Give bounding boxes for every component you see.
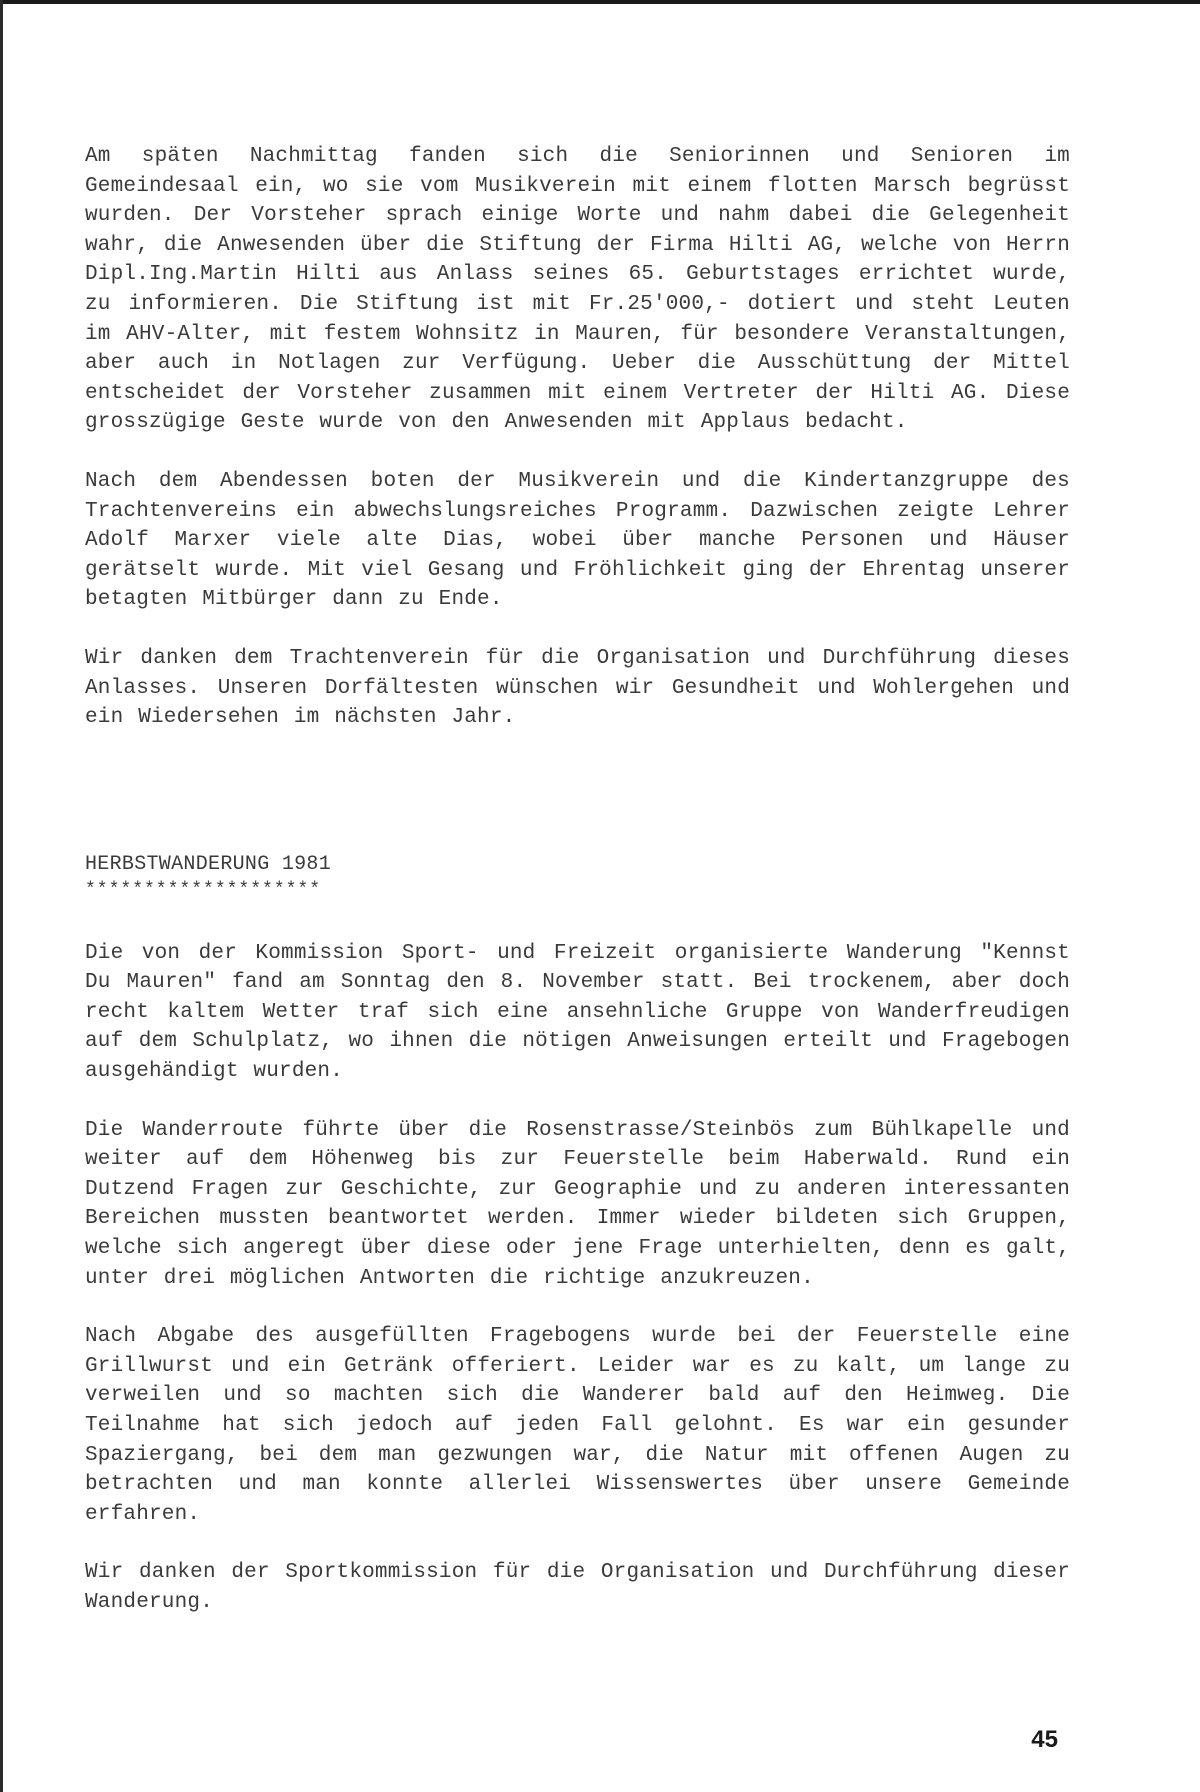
paragraph-wanderroute: Die Wanderroute führte über die Rosenstrasse/Steinbös zum Bühlkapelle und weiter auf dem Höhenweg bis zur Feuerstelle beim Haberwald. Rund ein Dutzend Fragen zur Geschichte, zur Geographie und zu anderen interessanten Bereichen mussten beantwortet werden. Immer wieder bildeten sich Gruppen, welche sich angeregt über diese oder jene Frage unterhielten, denn es galt, unter drei möglichen Antworten die richtige anzukreuzen. <box>85 1118 1070 1290</box>
top-page-edge <box>0 0 1200 4</box>
paragraph-seniorinnen-gemeindesaal: Am späten Nachmittag fanden sich die Seniorinnen und Senioren im Gemeindesaal ein, wo sie vom Musikverein mit einem flotten Marsch begrüsst wurden. Der Vorsteher sprach einige Worte und nahm dabei die Gelegenheit wahr, die Anwesenden über die Stiftung der Firma Hilti AG, welche von Herrn Dipl.Ing.Martin Hilti aus Anlass seines 65. Geburtstages errichtet wurde, zu informieren. Die Stiftung ist mit Fr.25'000,- dotiert und steht Leuten im AHV-Alter, mit festem Wohnsitz in Mauren, für besondere Veranstaltungen, aber auch in Notlagen zur Verfügung. Ueber die Ausschüttung der Mittel entscheidet der Vorsteher zusammen mit einem Vertreter der Hilti AG. Diese grosszügige Geste wurde von den Anwesenden mit Applaus bedacht. <box>85 145 1070 435</box>
page-content <box>85 142 1070 1618</box>
paragraph-grillwurst: Nach Abgabe des ausgefüllten Fragebogens wurde bei der Feuerstelle eine Grillwurst und ein Getränk offeriert. Leider war es zu kalt, um lange zu verweilen und so machten sich die Wanderer bald auf den Heimweg. Die Teilnahme hat sich jedoch auf jeden Fall gelohnt. Es war ein gesunder Spaziergang, bei dem man gezwungen war, die Natur mit offenen Augen zu betrachten und man konnte allerlei Wissenswertes über unsere Gemeinde erfahren. <box>85 1325 1070 1526</box>
paragraph-dank-sportkommission: Wir danken der Sportkommission für die Organisation und Durchführung dieser Wanderung. <box>85 1561 1070 1614</box>
paragraph-dank-trachtenverein: Wir danken dem Trachtenverein für die Organisation und Durchführung dieses Anlasses. Unseren Dorfältesten wünschen wir Gesundheit und Wohlergehen und ein Wiedersehen im nächsten Jahr. <box>85 646 1070 730</box>
left-page-edge <box>0 0 3 1792</box>
heading-underline: ******************** <box>85 879 322 900</box>
paragraph-wanderung-intro: Die von der Kommission Sport- und Freizeit organisierte Wanderung "Kennst Du Mauren" fand am Sonntag den 8. November statt. Bei trockenem, aber doch recht kaltem Wetter traf sich eine ansehnliche Gruppe von Wanderfreudigen auf dem Schulplatz, wo ihnen die nötigen Anweisungen erteilt und Fragebogen ausgehändigt wurden. <box>85 941 1070 1084</box>
paragraph-abendessen-programm: Nach dem Abendessen boten der Musikverein und die Kindertanzgruppe des Trachtenvereins ein abwechslungsreiches Programm. Dazwischen zeigte Lehrer Adolf Marxer viele alte Dias, wobei über manche Personen und Häuser gerätselt wurde. Mit viel Gesang und Fröhlichkeit ging der Ehrentag unserer betagten Mitbürger dann zu Ende. <box>85 469 1070 612</box>
page-number: 45 <box>1031 1726 1058 1753</box>
section-heading-herbstwanderung: HERBSTWANDERUNG 1981 <box>85 852 332 876</box>
